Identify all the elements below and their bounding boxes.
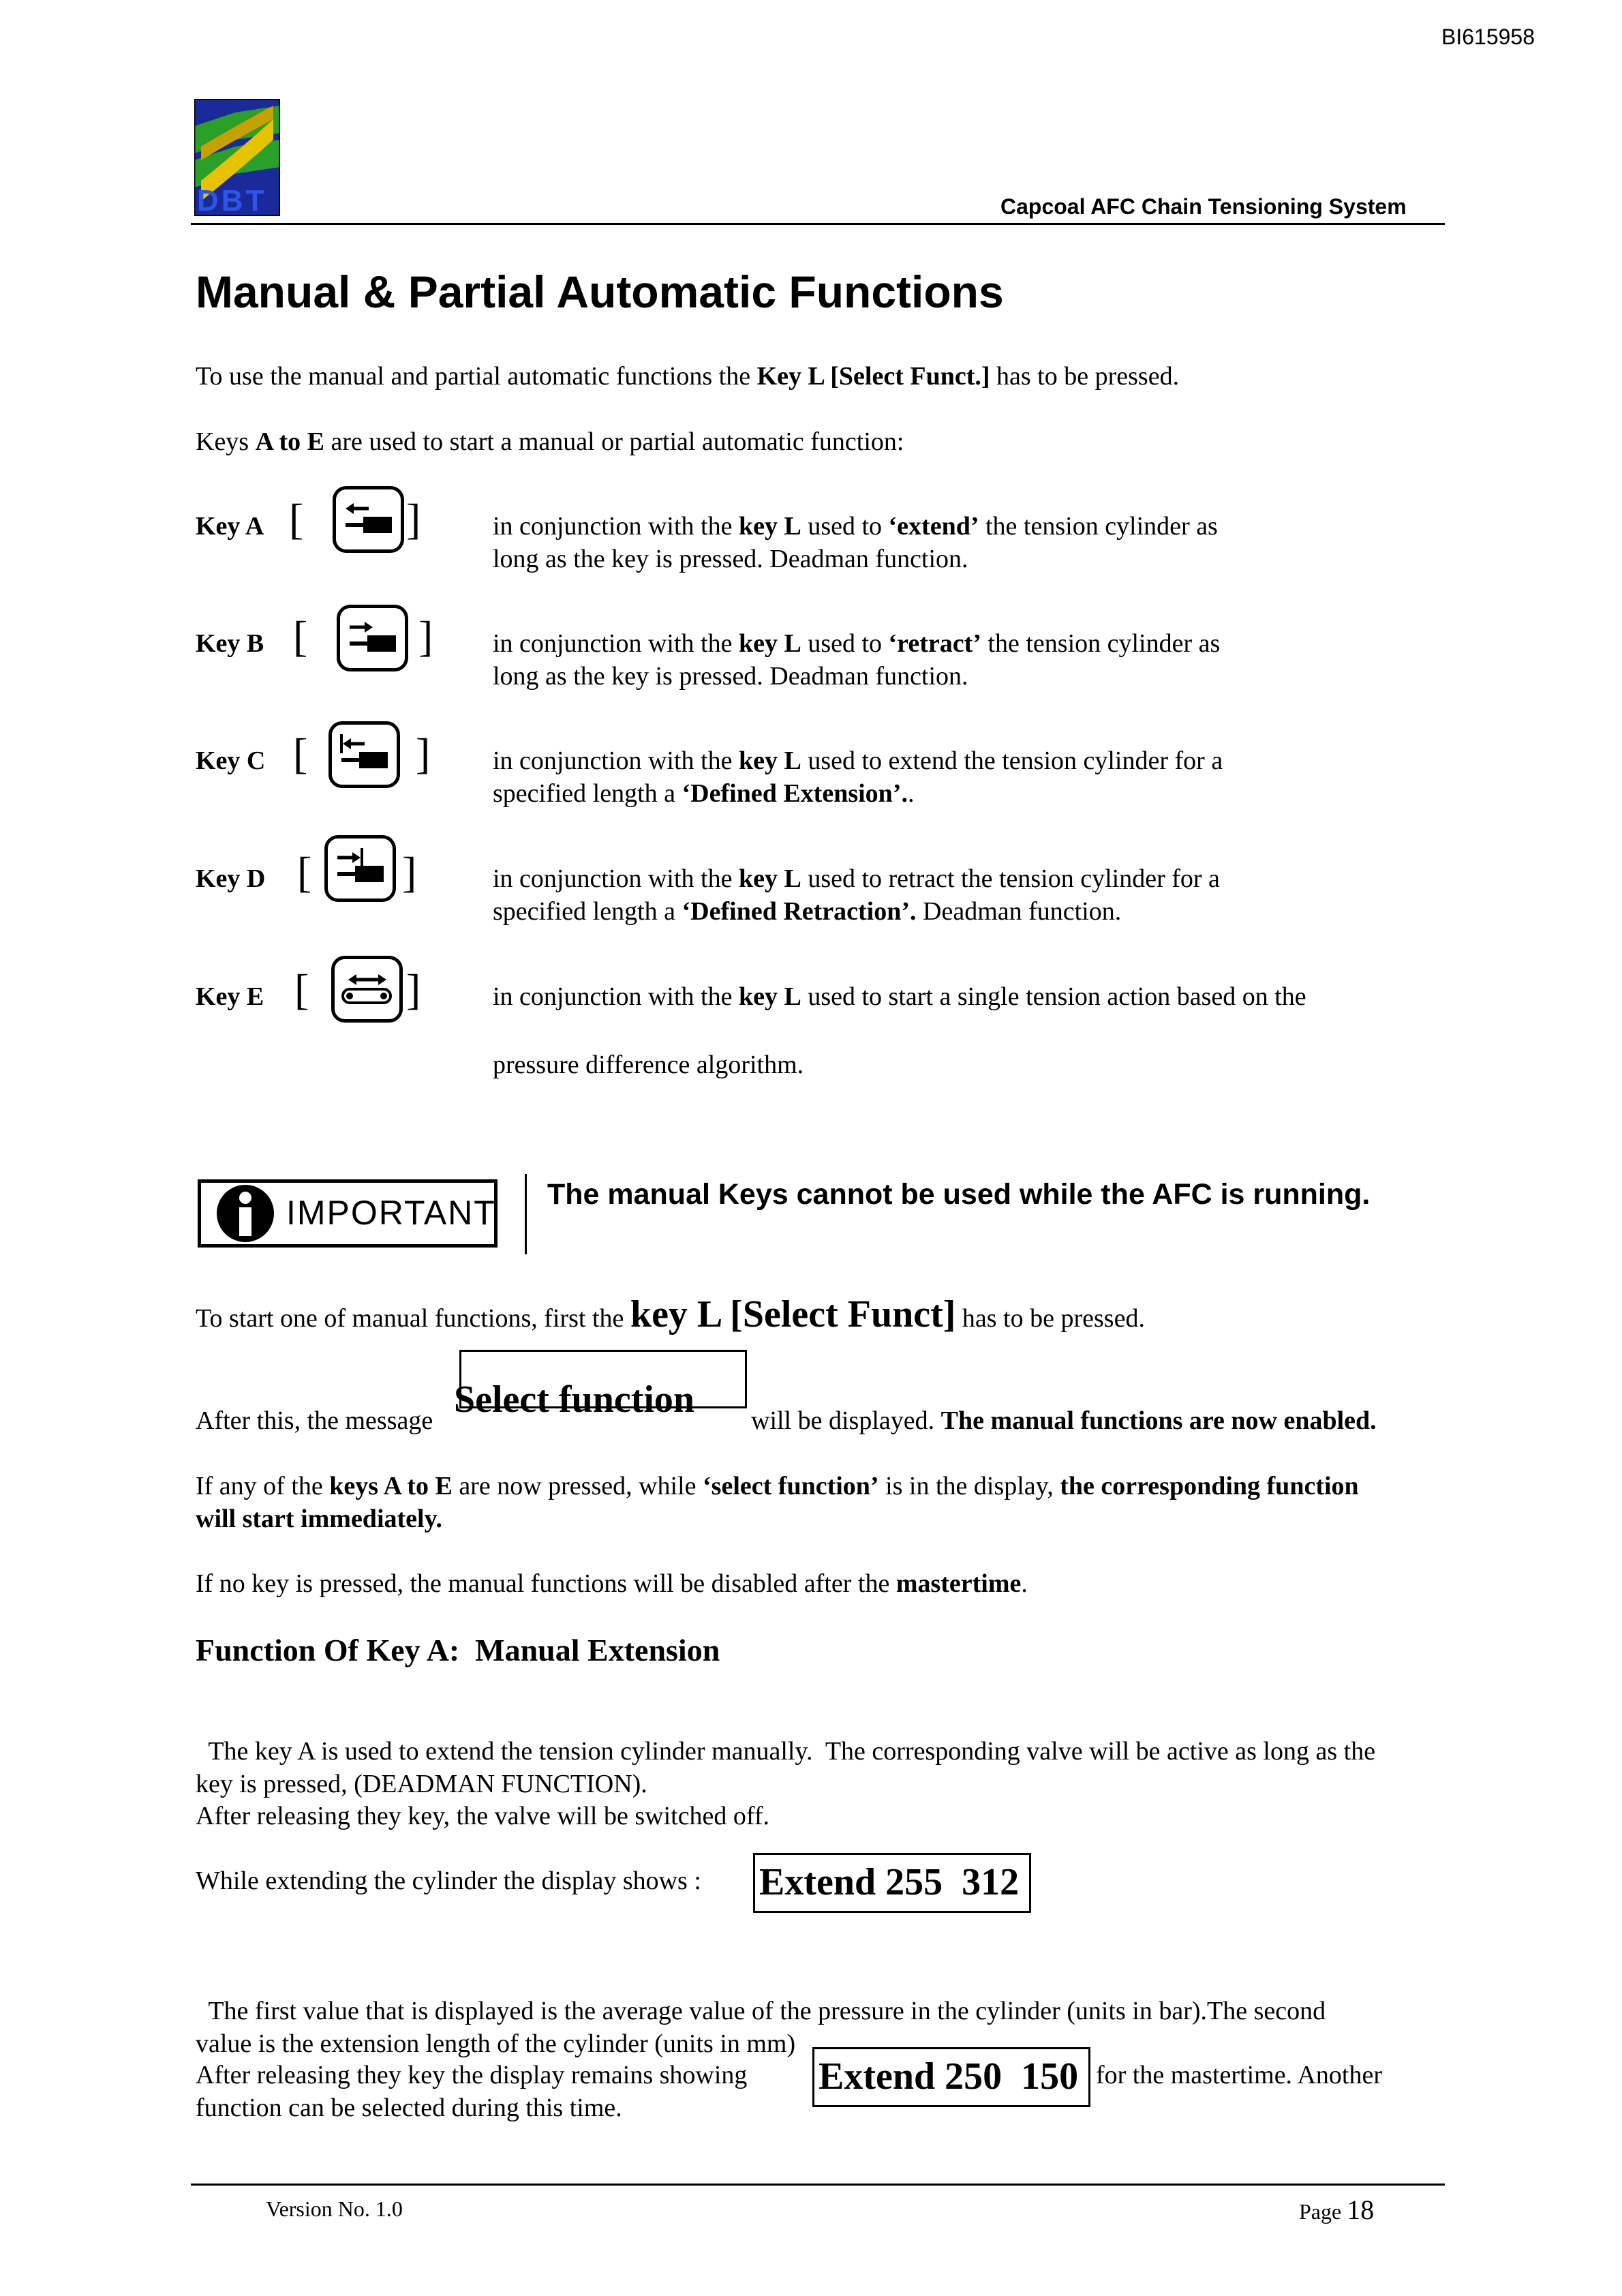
section-paragraph-2: After releasing they key, the valve will be switched off. xyxy=(196,1802,770,1830)
bracket-left: [ xyxy=(294,965,309,1014)
key-e-label: Key E xyxy=(196,982,264,1011)
info-icon xyxy=(215,1183,276,1244)
extend-display-2: Extend 250 150 xyxy=(812,2047,1090,2107)
key-b-label: Key B xyxy=(196,629,264,658)
key-d-description: in conjunction with the key L used to retract the tension cylinder for a specified length a ‘Defined Retraction’. Deadman function. xyxy=(493,864,1220,926)
extend-display-1: Extend 255 312 xyxy=(753,1853,1031,1913)
key-c-description: in conjunction with the key L used to extend the tension cylinder for a specified length a ‘Defined Extension’.. xyxy=(493,746,1223,808)
page-title: Manual & Partial Automatic Functions xyxy=(196,267,1004,317)
bracket-right: ] xyxy=(416,729,431,778)
logo-text: DBT xyxy=(197,184,267,217)
document-id: BI615958 xyxy=(1441,25,1535,49)
defined-extend-icon xyxy=(332,725,397,785)
retract-arrow-icon xyxy=(340,608,405,668)
page-number: Page 18 xyxy=(1299,2194,1375,2225)
key-c-label: Key C xyxy=(196,746,266,775)
section-paragraph-5: After releasing they key the display remains showing function can be selected during this time. xyxy=(196,2061,748,2122)
single-tension-icon xyxy=(335,959,399,1019)
section-paragraph-4: The first value that is displayed is the average value of the pressure in the cylinder (units in bar).The second value is the extension length of the cylinder (units in mm) xyxy=(196,1997,1326,2058)
bracket-left: [ xyxy=(289,495,304,543)
footer-rule xyxy=(191,2184,1445,2186)
key-d-button[interactable] xyxy=(324,835,396,902)
bracket-right: ] xyxy=(418,612,433,661)
extend-arrow-icon xyxy=(336,489,401,549)
no-key-paragraph: If no key is pressed, the manual functions will be disabled after the mastertime. xyxy=(196,1569,1028,1598)
message-text-a: After this, the message xyxy=(196,1406,433,1435)
key-b-button[interactable] xyxy=(337,605,408,671)
section-heading: Function Of Key A: Manual Extension xyxy=(196,1633,720,1667)
key-d-label: Key D xyxy=(196,864,266,893)
bracket-right: ] xyxy=(406,965,421,1014)
key-b-description: in conjunction with the key L used to ‘retract’ the tension cylinder as long as the key is pressed. Deadman function. xyxy=(493,629,1221,691)
key-e-description: in conjunction with the key L used to start a single tension action based on the xyxy=(493,982,1306,1011)
dbt-logo xyxy=(194,99,280,216)
key-a-button[interactable] xyxy=(333,486,404,553)
select-function-text: Select function xyxy=(454,1378,695,1421)
section-paragraph-3: While extending the cylinder the display shows : xyxy=(196,1867,701,1895)
bracket-left: [ xyxy=(293,612,308,661)
start-instruction: To start one of manual functions, first the key L [Select Funct] has to be pressed. xyxy=(196,1293,1145,1335)
bracket-right: ] xyxy=(402,848,417,896)
bracket-left: [ xyxy=(293,729,308,778)
important-divider xyxy=(525,1174,527,1254)
important-badge xyxy=(198,1179,498,1248)
important-label: IMPORTANT xyxy=(286,1194,496,1232)
key-e-button[interactable] xyxy=(331,956,403,1023)
header-rule xyxy=(191,223,1445,225)
important-text: The manual Keys cannot be used while the AFC is running. xyxy=(547,1178,1371,1211)
section-paragraph-5-continued: for the mastertime. Another xyxy=(1096,2061,1382,2089)
keys-pressed-paragraph: If any of the keys A to E are now pressed, while ‘select function’ is in the display, the corresponding function will start immediately. xyxy=(196,1472,1359,1533)
key-e-description-line-2: pressure difference algorithm. xyxy=(493,1051,804,1079)
key-a-description: in conjunction with the key L used to ‘extend’ the tension cylinder as long as the key is pressed. Deadman function. xyxy=(493,512,1218,573)
key-c-button[interactable] xyxy=(328,721,400,788)
message-text-b: will be displayed. The manual functions are now enabled. xyxy=(751,1406,1377,1435)
system-title: Capcoal AFC Chain Tensioning System xyxy=(1000,194,1407,219)
intro-paragraph-2: Keys A to E are used to start a manual or partial automatic function: xyxy=(196,427,904,456)
section-paragraph-1: The key A is used to extend the tension cylinder manually. The corresponding valve will be active as long as the key is pressed, (DEADMAN FUNCTION). xyxy=(196,1737,1376,1798)
key-a-label: Key A xyxy=(196,512,264,541)
bracket-left: [ xyxy=(297,848,312,896)
bracket-right: ] xyxy=(406,495,421,543)
version-number: Version No. 1.0 xyxy=(266,2196,403,2221)
defined-retract-icon xyxy=(328,839,393,898)
intro-paragraph-1: To use the manual and partial automatic functions the Key L [Select Funct.] has to be pressed. xyxy=(196,362,1180,391)
